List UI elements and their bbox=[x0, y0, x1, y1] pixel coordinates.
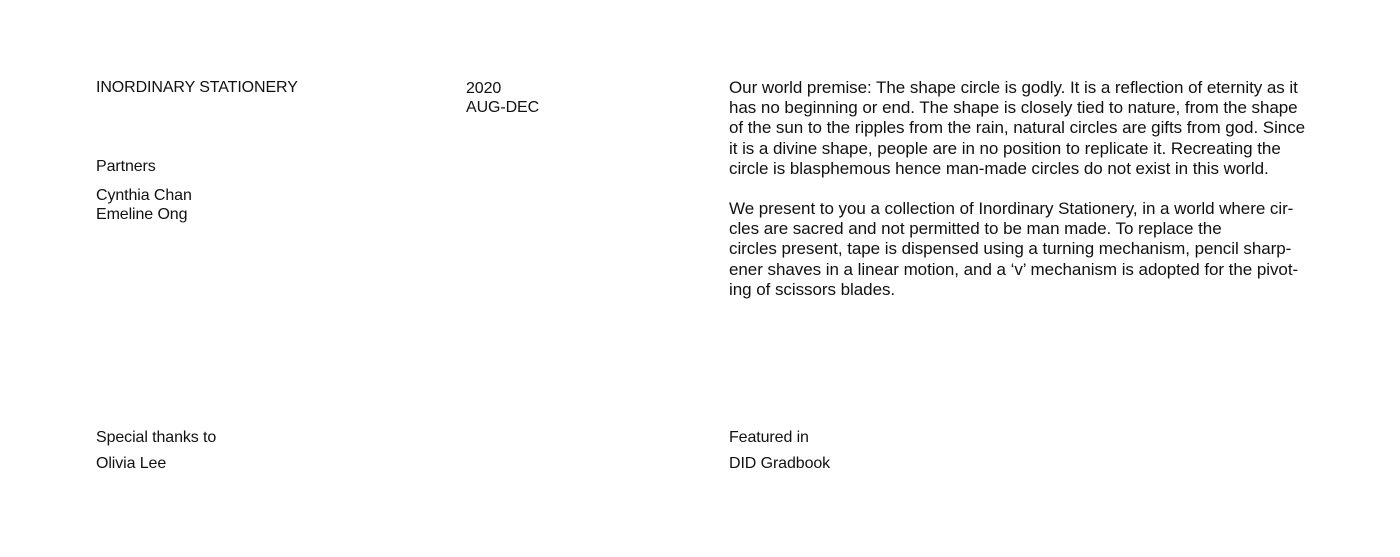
partner-name: Cynthia Chan bbox=[96, 187, 192, 204]
description-line: circle is blasphemous hence man-made circles do not exist in this world. bbox=[729, 158, 1269, 178]
project-description bbox=[729, 78, 1319, 300]
description-line: has no beginning or end. The shape is closely tied to nature, from the shape bbox=[729, 98, 1298, 118]
description-line: of the sun to the ripples from the rain, natural circles are gifts from god. Since bbox=[729, 118, 1306, 138]
description-paragraph-1 bbox=[729, 78, 1319, 179]
partners-list bbox=[96, 186, 192, 224]
partners-label: Partners bbox=[96, 158, 156, 175]
description-line: We present to you a collection of Inordinary Stationery, in a world where cir- bbox=[729, 199, 1294, 219]
featured-in-publication: DID Gradbook bbox=[729, 455, 831, 472]
description-line: ener shaves in a linear motion, and a ‘v’ mechanism is adopted for the pivot- bbox=[729, 259, 1299, 279]
special-thanks-label: Special thanks to bbox=[96, 429, 217, 446]
description-paragraph-2 bbox=[729, 199, 1319, 300]
project-title: INORDINARY STATIONERY bbox=[96, 79, 298, 96]
project-year: 2020 bbox=[466, 80, 502, 97]
description-line: ing of scissors blades. bbox=[729, 279, 896, 299]
description-line: it is a divine shape, people are in no position to replicate it. Recreating the bbox=[729, 138, 1281, 158]
project-date bbox=[466, 79, 539, 117]
description-line: Our world premise: The shape circle is godly. It is a reflection of eternity as it bbox=[729, 78, 1298, 97]
special-thanks-name: Olivia Lee bbox=[96, 455, 167, 472]
description-line: cles are sacred and not permitted to be man made. To replace the bbox=[729, 219, 1222, 239]
project-period: AUG-DEC bbox=[466, 99, 540, 116]
partner-name: Emeline Ong bbox=[96, 206, 188, 223]
description-line: circles present, tape is dispensed using a turning mechanism, pencil sharp- bbox=[729, 239, 1292, 259]
featured-in-label: Featured in bbox=[729, 429, 809, 446]
